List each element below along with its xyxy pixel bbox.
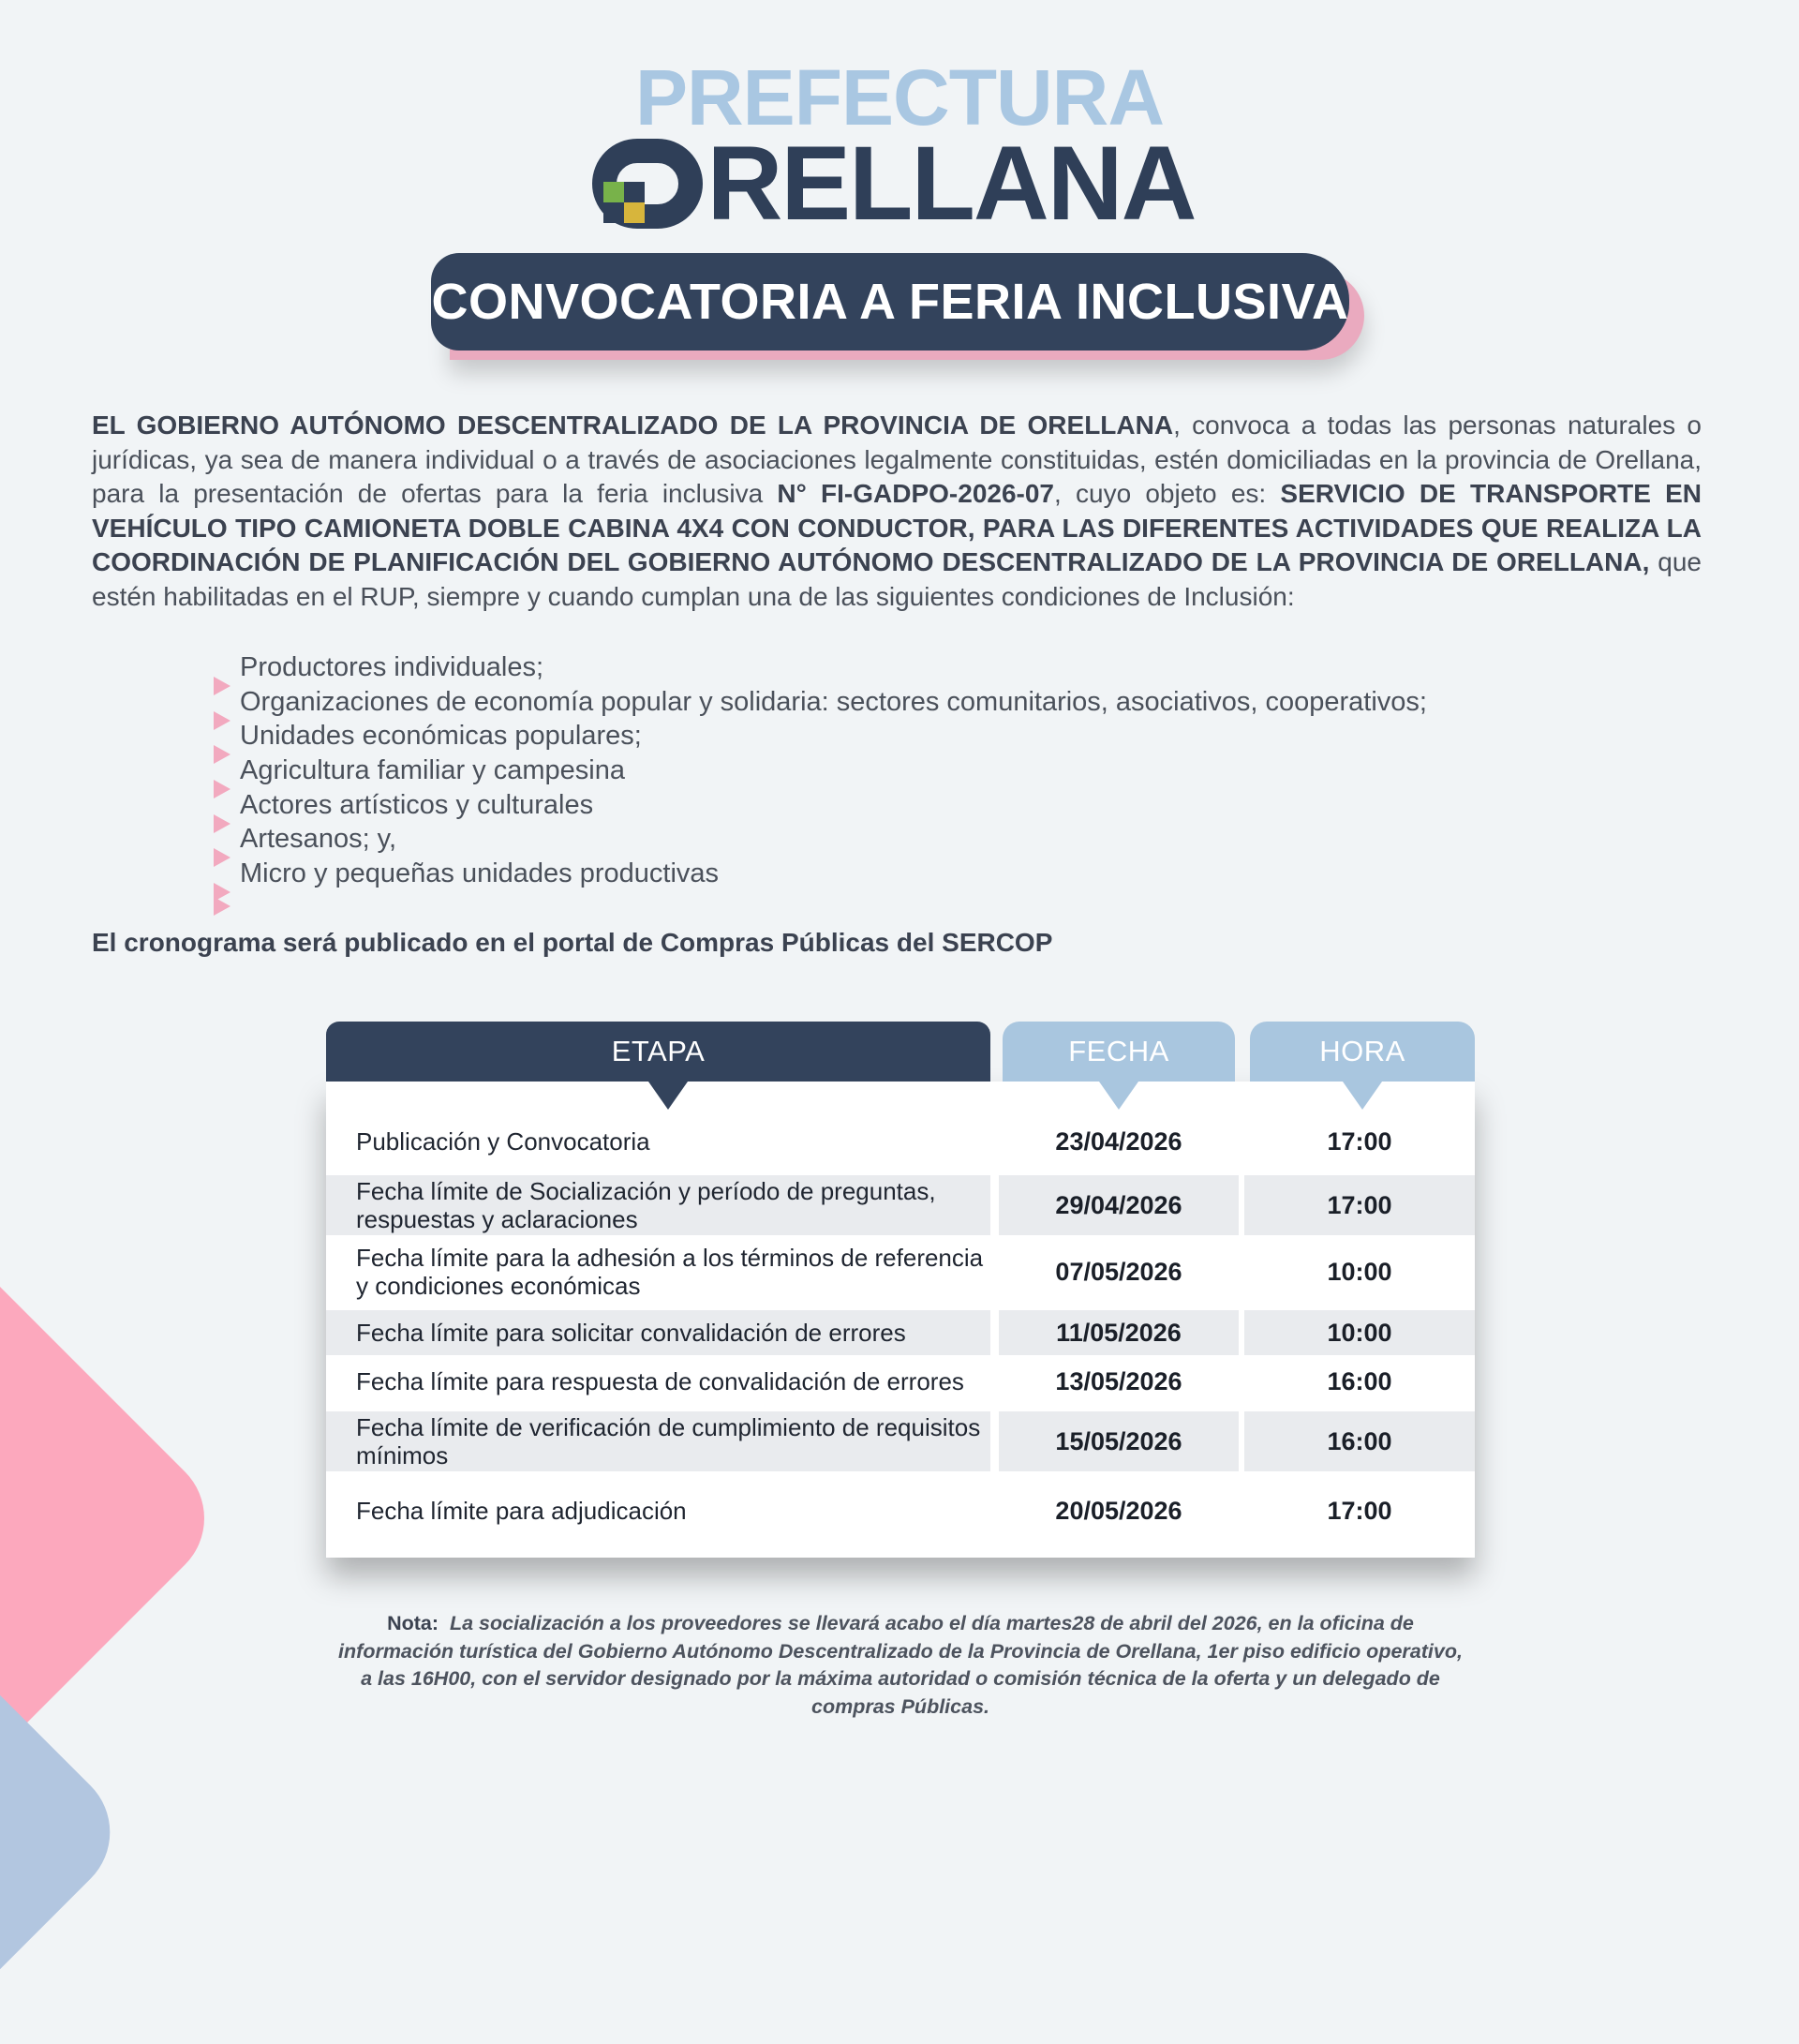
header-etapa: ETAPA xyxy=(326,1022,990,1082)
condition-item xyxy=(214,753,1427,788)
condition-item xyxy=(214,650,1427,685)
table-row xyxy=(326,1411,1475,1471)
condition-text: Actores artísticos y culturales xyxy=(240,789,594,820)
header-pointer-icon xyxy=(1343,1082,1382,1110)
condition-item xyxy=(214,719,1427,753)
logo-word-top: PREFECTURA xyxy=(634,53,1164,142)
table-row xyxy=(326,1483,1475,1539)
hora-cell: 10:00 xyxy=(1327,1257,1392,1286)
title-banner xyxy=(431,253,1364,369)
etapa-cell: Fecha límite de Socialización y período de preguntas, respuestas y aclaraciones xyxy=(326,1175,990,1235)
logo-mark-icon xyxy=(603,182,645,223)
table-row xyxy=(326,1110,1475,1173)
etapa-cell: Fecha límite de verificación de cumplimiento de requisitos mínimos xyxy=(326,1411,990,1471)
footnote xyxy=(334,1610,1467,1721)
condition-text: Agricultura familiar y campesina xyxy=(240,755,625,786)
fecha-cell: 13/05/2026 xyxy=(1055,1366,1182,1395)
decorative-pink-shape xyxy=(0,1240,231,1797)
intro-text-3: que estén habilitadas en el RUP, siempre y cuando cumplan una de las siguientes condiciones de Inclusión: xyxy=(92,547,1702,611)
header-pointer-icon xyxy=(1099,1082,1138,1110)
condition-text: Artesanos; y, xyxy=(240,824,397,855)
header-hora: HORA xyxy=(1250,1022,1475,1082)
table-row xyxy=(326,1310,1475,1355)
header-pointer-icon xyxy=(648,1082,688,1110)
header-fecha: FECHA xyxy=(1003,1022,1235,1082)
table-row xyxy=(326,1241,1475,1303)
banner-main xyxy=(431,253,1349,351)
intro-text-1: , convoca a todas las personas naturales o jurídicas, ya sea de manera individual o a través de asociaciones legalmente constituidas, estén domiciliadas en la provincia de Orellana, para la presentación de ofertas para la feria inclusiva xyxy=(92,410,1702,508)
hora-cell: 16:00 xyxy=(1244,1411,1475,1471)
prefectura-orellana-logo xyxy=(0,53,1799,242)
fecha-cell: 20/05/2026 xyxy=(1055,1496,1182,1525)
intro-object: SERVICIO DE TRANSPORTE EN VEHÍCULO TIPO CAMIONETA DOBLE CABINA 4X4 CON CONDUCTOR, PARA LAS DIFERENTES ACTIVIDADES QUE REALIZA LA COORDINACIÓN DE PLANIFICACIÓN DEL GOBIERNO AUTÓNOMO DESCENTRALIZADO DE LA PROVINCIA DE ORELLANA, xyxy=(92,479,1702,576)
intro-org: EL GOBIERNO AUTÓNOMO DESCENTRALIZADO DE LA PROVINCIA DE ORELLANA xyxy=(92,410,1174,440)
fecha-cell: 15/05/2026 xyxy=(999,1411,1239,1471)
conditions-list xyxy=(214,650,1427,891)
table-row xyxy=(326,1175,1475,1235)
condition-item xyxy=(214,685,1427,720)
footnote-text: La socialización a los proveedores se llevará acabo el día martes28 de abril del 2026, en la oficina de información turística del Gobierno Autónomo Descentralizado de la Provincia de Orellana, 1er piso edificio operativo, a las 16H00, con el servidor designado por la máxima autoridad o comisión técnica de la oferta y un delegado de compras Públicas. xyxy=(338,1612,1463,1718)
condition-text: Organizaciones de economía popular y solidaria: sectores comunitarios, asociativos, cooperativos; xyxy=(240,686,1427,717)
logo-word-bottom xyxy=(603,125,1196,242)
fecha-cell: 23/04/2026 xyxy=(1055,1126,1182,1156)
condition-text: Micro y pequeñas unidades productivas xyxy=(240,858,720,889)
intro-process-code: N° FI-GADPO-2026-07 xyxy=(777,479,1055,508)
intro-text-2: , cuyo objeto es: xyxy=(1054,479,1281,508)
hora-cell: 17:00 xyxy=(1244,1175,1475,1235)
hora-cell: 16:00 xyxy=(1327,1366,1392,1395)
bullet-arrow-icon xyxy=(214,897,230,916)
intro-paragraph xyxy=(92,409,1702,614)
fecha-cell: 11/05/2026 xyxy=(999,1310,1239,1355)
hora-cell: 10:00 xyxy=(1244,1310,1475,1355)
cronograma-note: El cronograma será publicado en el portal de Compras Públicas del SERCOP xyxy=(92,928,1053,957)
footnote-label: Nota: xyxy=(387,1612,439,1634)
condition-item xyxy=(214,822,1427,857)
hora-cell: 17:00 xyxy=(1327,1126,1392,1156)
etapa-cell: Fecha límite para la adhesión a los términos de referencia y condiciones económicas xyxy=(356,1244,984,1300)
schedule-table-body xyxy=(326,1082,1475,1558)
table-row xyxy=(326,1359,1475,1404)
condition-item xyxy=(214,857,1427,891)
etapa-cell: Fecha límite para adjudicación xyxy=(356,1497,687,1525)
condition-text: Unidades económicas populares; xyxy=(240,721,642,752)
page-title: CONVOCATORIA A FERIA INCLUSIVA xyxy=(431,274,1349,330)
etapa-cell: Fecha límite para solicitar convalidación de errores xyxy=(326,1310,990,1355)
fecha-cell: 07/05/2026 xyxy=(1055,1257,1182,1286)
schedule-table xyxy=(326,1022,1475,1558)
hora-cell: 17:00 xyxy=(1327,1496,1392,1525)
etapa-cell: Fecha límite para respuesta de convalidación de errores xyxy=(356,1367,964,1395)
etapa-cell: Publicación y Convocatoria xyxy=(356,1127,650,1156)
logo-word-rest: RELLANA xyxy=(706,125,1196,242)
condition-item xyxy=(214,788,1427,823)
condition-text: Productores individuales; xyxy=(240,652,544,682)
fecha-cell: 29/04/2026 xyxy=(999,1175,1239,1235)
